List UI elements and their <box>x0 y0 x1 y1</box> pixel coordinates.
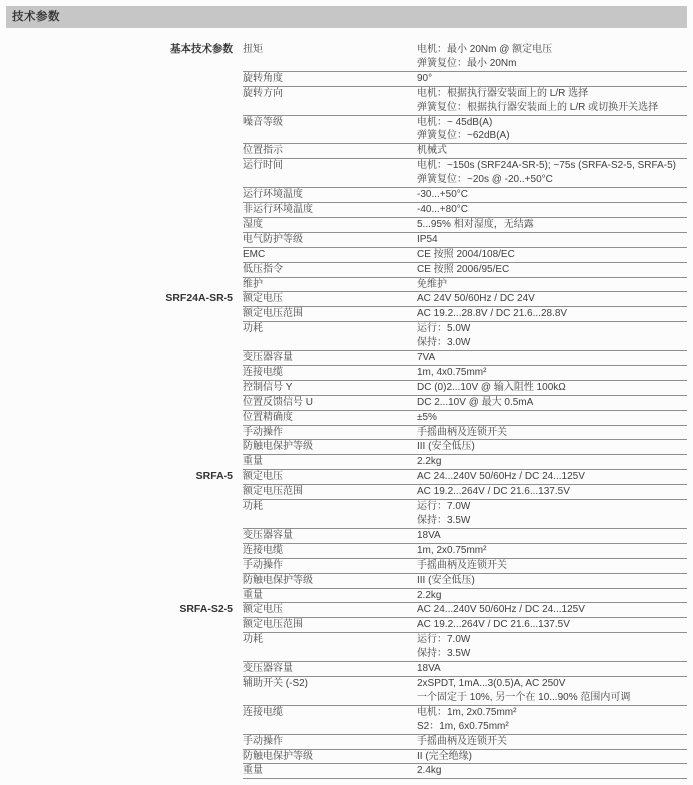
parameter-value <box>417 529 687 543</box>
value-line: 1m, 2x0.75mm² <box>417 544 487 556</box>
row-body <box>243 43 687 72</box>
parameter-name: 防触电保护等级 <box>243 574 313 586</box>
parameter-value <box>417 603 687 617</box>
value-line: II (完全绝缘) <box>417 750 472 762</box>
row-body <box>243 278 687 293</box>
value-line: 2xSPDT, 1mA...3(0.5)A, AC 250V <box>417 677 566 689</box>
value-line: 弹簧复位：根据执行器安装面上的 L/R 或切换开关选择 <box>417 101 659 113</box>
parameter-name: 位置反馈信号 U <box>243 396 313 408</box>
row-body <box>243 618 687 633</box>
section-label: SRFA-S2-5 <box>179 603 233 616</box>
row-body <box>243 381 687 396</box>
value-line: 5...95% 相对湿度，无结露 <box>417 218 534 230</box>
parameter-value <box>417 292 687 306</box>
value-line: 弹簧复位：最小 20Nm <box>417 57 517 69</box>
row-body <box>243 559 687 574</box>
row-body <box>243 72 687 87</box>
table-row <box>0 307 687 322</box>
value-line: 手摇曲柄及连锁开关 <box>417 735 507 747</box>
table-row <box>0 544 687 559</box>
parameter-name: 位置精确度 <box>243 411 293 423</box>
parameter-value <box>417 544 687 558</box>
value-line: 1m, 4x0.75mm² <box>417 366 487 378</box>
parameter-value <box>417 500 687 528</box>
value-line: 运行：5.0W <box>417 323 471 335</box>
table-row <box>0 248 687 263</box>
parameter-name: 湿度 <box>243 218 263 230</box>
parameter-value <box>417 203 687 217</box>
table-row <box>0 351 687 366</box>
value-line: -40...+80°C <box>417 203 468 215</box>
row-body <box>243 603 687 618</box>
table-row <box>0 662 687 677</box>
parameter-value <box>417 750 687 764</box>
value-line: 电机：~150s (SRF24A-SR-5); ~75s (SRFA-S2-5, SRFA-5) <box>417 160 676 172</box>
value-line: 免维护 <box>417 278 447 290</box>
parameter-value <box>417 188 687 202</box>
table-row <box>0 87 687 116</box>
value-line: AC 24...240V 50/60Hz / DC 24...125V <box>417 604 585 616</box>
row-body <box>243 574 687 589</box>
parameter-name: 重量 <box>243 765 263 777</box>
parameter-value <box>417 116 687 144</box>
row-body <box>243 144 687 159</box>
row-body <box>243 677 687 706</box>
table-row <box>0 396 687 411</box>
parameter-name: 位置指示 <box>243 145 283 157</box>
parameter-value <box>417 426 687 440</box>
parameter-value <box>417 396 687 410</box>
parameter-name: 手动操作 <box>243 426 283 438</box>
parameter-value <box>417 411 687 425</box>
value-line: 18VA <box>417 663 441 675</box>
section-label: 基本技术参数 <box>170 43 233 55</box>
parameter-name: 运行环境温度 <box>243 189 303 201</box>
parameter-name: 功耗 <box>243 501 263 513</box>
parameter-value <box>417 764 687 778</box>
row-body <box>243 307 687 322</box>
parameter-name: 连接电缆 <box>243 544 283 556</box>
parameter-name: EMC <box>243 248 266 260</box>
value-line: ±5% <box>417 411 437 423</box>
value-line: 电机：1m, 2x0.75mm² <box>417 706 517 718</box>
value-line: 手摇曲柄及连锁开关 <box>417 426 507 438</box>
row-body <box>243 589 687 604</box>
row-body <box>243 233 687 248</box>
table-row <box>0 470 687 485</box>
parameter-value <box>417 470 687 484</box>
parameter-name: 额定电压范围 <box>243 308 303 320</box>
table-row <box>0 218 687 233</box>
section-label: SRF24A-SR-5 <box>165 292 233 305</box>
parameter-name: 电气防护等级 <box>243 233 303 245</box>
table-row <box>0 292 687 307</box>
parameter-name: 噪音等级 <box>243 116 283 128</box>
value-line: 一个固定于 10%, 另一个在 10...90% 范围内可调 <box>417 691 631 703</box>
table-row <box>0 589 687 604</box>
value-line: AC 19.2...264V / DC 21.6...137.5V <box>417 486 570 498</box>
table-row <box>0 440 687 455</box>
parameter-value <box>417 735 687 749</box>
section-label: SRFA-5 <box>195 470 233 483</box>
row-body <box>243 440 687 455</box>
row-body <box>243 633 687 662</box>
table-row <box>0 485 687 500</box>
parameter-name: 低压指令 <box>243 263 283 275</box>
table-row <box>0 322 687 351</box>
table-row <box>0 43 687 72</box>
parameter-value <box>417 233 687 247</box>
page-title: 技术参数 <box>6 6 687 28</box>
table-row <box>0 559 687 574</box>
table-row <box>0 618 687 633</box>
parameter-value <box>417 589 687 603</box>
value-line: 手摇曲柄及连锁开关 <box>417 559 507 571</box>
parameter-name: 重量 <box>243 456 263 468</box>
row-body <box>243 263 687 278</box>
parameter-value <box>417 381 687 395</box>
value-line: IP54 <box>417 233 438 245</box>
parameter-name: 手动操作 <box>243 735 283 747</box>
row-body <box>243 351 687 366</box>
parameter-value <box>417 677 687 705</box>
row-body <box>243 116 687 145</box>
table-row <box>0 203 687 218</box>
parameter-name: 连接电缆 <box>243 706 283 718</box>
row-body <box>243 750 687 765</box>
value-line: 18VA <box>417 529 441 541</box>
parameter-name: 额定电压范围 <box>243 619 303 631</box>
row-body <box>243 735 687 750</box>
parameter-value <box>417 574 687 588</box>
row-body <box>243 706 687 735</box>
parameter-value <box>417 72 687 86</box>
parameter-name: 连接电缆 <box>243 366 283 378</box>
row-body <box>243 366 687 381</box>
parameter-name: 防触电保护等级 <box>243 441 313 453</box>
row-body <box>243 426 687 441</box>
value-line: CE 按照 2004/108/EC <box>417 248 515 260</box>
table-row <box>0 144 687 159</box>
value-line: AC 19.2...264V / DC 21.6...137.5V <box>417 619 570 631</box>
parameter-name: 辅助开关 (-S2) <box>243 677 308 689</box>
parameter-name: 运行时间 <box>243 160 283 172</box>
table-row <box>0 603 687 618</box>
parameter-value <box>417 485 687 499</box>
parameter-name: 防触电保护等级 <box>243 750 313 762</box>
parameter-name: 变压器容量 <box>243 529 293 541</box>
row-body <box>243 544 687 559</box>
parameter-value <box>417 159 687 187</box>
parameter-value <box>417 440 687 454</box>
table-row <box>0 455 687 470</box>
parameter-value <box>417 559 687 573</box>
table-row <box>0 764 687 779</box>
table-row <box>0 529 687 544</box>
parameter-value <box>417 618 687 632</box>
parameter-name: 手动操作 <box>243 559 283 571</box>
table-row <box>0 159 687 188</box>
parameter-name: 扭矩 <box>243 44 263 55</box>
parameter-name: 控制信号 Y <box>243 381 293 393</box>
value-line: III (安全低压) <box>417 441 475 453</box>
value-line: III (安全低压) <box>417 574 475 586</box>
table-row <box>0 72 687 87</box>
row-body <box>243 529 687 544</box>
value-line: 2.4kg <box>417 765 442 777</box>
value-line: AC 24...240V 50/60Hz / DC 24...125V <box>417 471 585 483</box>
table-row <box>0 750 687 765</box>
value-line: AC 24V 50/60Hz / DC 24V <box>417 293 535 305</box>
table-row <box>0 633 687 662</box>
parameter-name: 额定电压 <box>243 604 283 616</box>
table-row <box>0 381 687 396</box>
parameter-value <box>417 278 687 292</box>
row-body <box>243 322 687 351</box>
row-body <box>243 248 687 263</box>
row-body <box>243 159 687 188</box>
parameter-name: 额定电压 <box>243 471 283 483</box>
parameter-name: 功耗 <box>243 323 263 335</box>
value-line: AC 19.2...28.8V / DC 21.6...28.8V <box>417 308 568 320</box>
table-row <box>0 263 687 278</box>
table-row <box>0 500 687 529</box>
spec-table <box>0 43 687 779</box>
parameter-value <box>417 366 687 380</box>
table-row <box>0 574 687 589</box>
row-body <box>243 500 687 529</box>
value-line: -30...+50°C <box>417 189 468 201</box>
value-line: 2.2kg <box>417 589 442 601</box>
parameter-value <box>417 706 687 734</box>
table-row <box>0 188 687 203</box>
parameter-value <box>417 248 687 262</box>
row-body <box>243 87 687 116</box>
parameter-name: 额定电压 <box>243 293 283 305</box>
row-body <box>243 764 687 779</box>
value-line: 90° <box>417 72 433 84</box>
parameter-value <box>417 351 687 365</box>
row-body <box>243 455 687 470</box>
value-line: 2.2kg <box>417 456 442 468</box>
table-row <box>0 366 687 381</box>
row-body <box>243 470 687 485</box>
value-line: 保持：3.0W <box>417 337 471 349</box>
value-line: 弹簧复位：~62dB(A) <box>417 130 510 142</box>
parameter-name: 非运行环境温度 <box>243 203 313 215</box>
parameter-value <box>417 662 687 676</box>
value-line: 电机：根据执行器安装面上的 L/R 选择 <box>417 87 589 99</box>
table-row <box>0 706 687 735</box>
parameter-name: 变压器容量 <box>243 352 293 364</box>
row-body <box>243 485 687 500</box>
value-line: DC (0)2...10V @ 输入阻性 100kΩ <box>417 381 566 393</box>
parameter-value <box>417 87 687 115</box>
parameter-value <box>417 307 687 321</box>
value-line: 运行：7.0W <box>417 634 471 646</box>
table-row <box>0 426 687 441</box>
parameter-value <box>417 43 687 71</box>
value-line: CE 按照 2006/95/EC <box>417 263 510 275</box>
value-line: 弹簧复位：~20s @ -20..+50°C <box>417 174 553 186</box>
row-body <box>243 411 687 426</box>
value-line: 机械式 <box>417 145 447 157</box>
parameter-value <box>417 144 687 158</box>
table-row <box>0 116 687 145</box>
parameter-value <box>417 218 687 232</box>
parameter-value <box>417 455 687 469</box>
parameter-value <box>417 263 687 277</box>
value-line: S2：1m, 6x0.75mm² <box>417 720 509 732</box>
row-body <box>243 218 687 233</box>
row-body <box>243 188 687 203</box>
value-line: 保持：3.5W <box>417 648 471 660</box>
value-line: 电机：最小 20Nm @ 额定电压 <box>417 44 553 55</box>
table-row <box>0 233 687 248</box>
row-body <box>243 662 687 677</box>
value-line: 7VA <box>417 352 436 364</box>
value-line: 运行：7.0W <box>417 501 471 513</box>
parameter-name: 重量 <box>243 589 263 601</box>
row-body <box>243 203 687 218</box>
table-row <box>0 411 687 426</box>
value-line: DC 2...10V @ 最大 0.5mA <box>417 396 534 408</box>
parameter-name: 旋转方向 <box>243 87 283 99</box>
parameter-value <box>417 322 687 350</box>
value-line: 保持：3.5W <box>417 515 471 526</box>
parameter-name: 维护 <box>243 278 263 290</box>
parameter-name: 变压器容量 <box>243 663 293 675</box>
parameter-name: 功耗 <box>243 634 263 646</box>
parameter-name: 旋转角度 <box>243 72 283 84</box>
row-body <box>243 396 687 411</box>
value-line: 电机：~ 45dB(A) <box>417 116 493 128</box>
table-row <box>0 735 687 750</box>
row-body <box>243 292 687 307</box>
table-row <box>0 677 687 706</box>
table-row <box>0 278 687 293</box>
parameter-value <box>417 633 687 661</box>
parameter-name: 额定电压范围 <box>243 486 303 498</box>
